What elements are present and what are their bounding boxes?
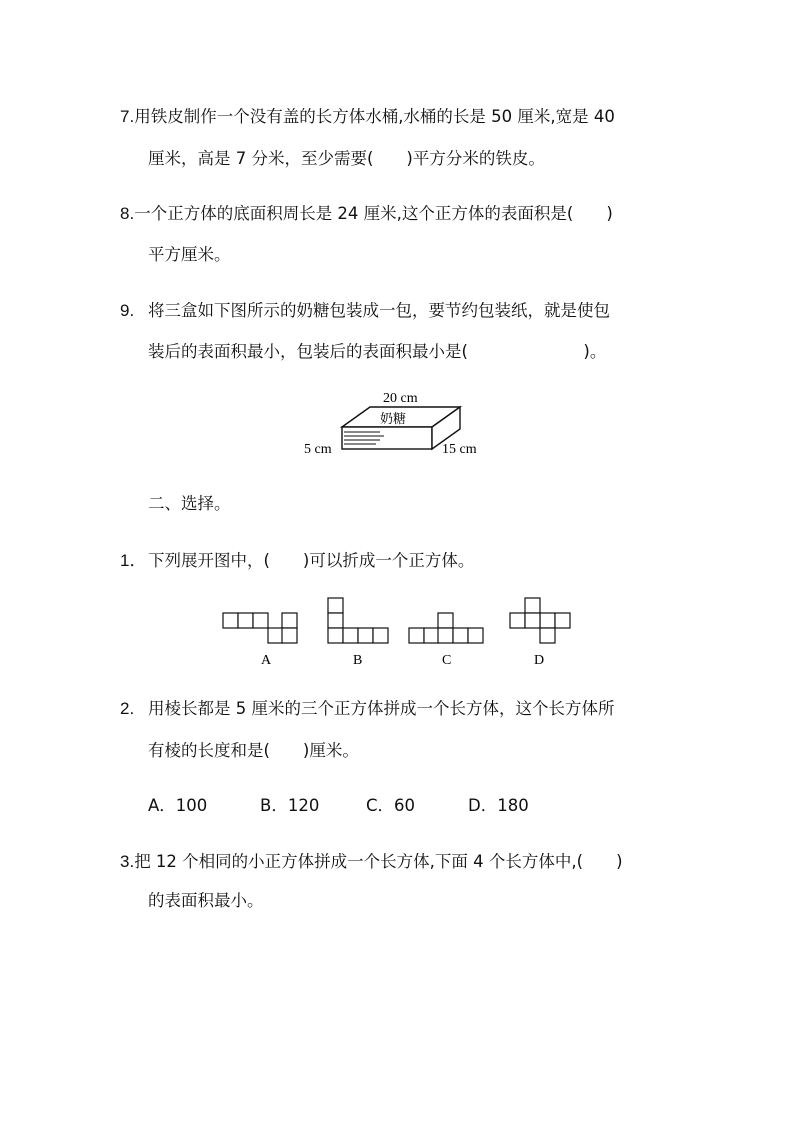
net-label-b: B	[353, 653, 363, 668]
net-label-c: C	[442, 653, 452, 668]
question-text: 下列展开图中，( )可以折成一个正方体。	[148, 551, 475, 570]
box-top-label: 20 cm	[383, 391, 418, 406]
choice-3-line-2: 的表面积最小。	[148, 891, 264, 910]
option-a[interactable]: A．100	[148, 796, 208, 815]
net-label-d: D	[534, 653, 545, 668]
choice-3-line-1	[120, 853, 623, 871]
section-heading: 二、选择。	[148, 494, 231, 513]
question-9-line-2: 装后的表面积最小，包装后的表面积最小是( )。	[148, 342, 607, 361]
question-number: 2.	[120, 699, 135, 718]
choice-1-line-1	[120, 552, 474, 570]
net-a	[223, 613, 297, 643]
net-d	[510, 598, 570, 643]
question-number: 8.	[120, 204, 135, 223]
question-number: 9.	[120, 301, 135, 320]
box-right-label: 15 cm	[442, 442, 477, 457]
option-d[interactable]: D．180	[468, 796, 529, 815]
question-text: 一个正方体的底面积周长是 24 厘米,这个正方体的表面积是( )	[134, 204, 613, 223]
question-8-line-2: 平方厘米。	[148, 245, 231, 264]
choice-2-line-2: 有棱的长度和是( )厘米。	[148, 741, 359, 760]
box-face-label: 奶糖	[380, 412, 407, 427]
net-c	[409, 613, 483, 643]
net-label-a: A	[261, 653, 272, 668]
question-text: 用棱长都是 5 厘米的三个正方体拼成一个长方体，这个长方体所	[148, 699, 615, 718]
choice-2-options	[148, 798, 529, 815]
question-9-line-1	[120, 302, 610, 320]
option-b[interactable]: B．120	[260, 796, 320, 815]
question-number: 3.	[120, 852, 135, 871]
question-7-line-1	[120, 108, 615, 126]
question-number: 1．	[120, 551, 147, 570]
choice-2-line-1	[120, 700, 615, 718]
box-left-label: 5 cm	[304, 442, 332, 457]
question-text: 用铁皮制作一个没有盖的长方体水桶,水桶的长是 50 厘米,宽是 40	[134, 107, 615, 126]
candy-box-figure	[300, 385, 500, 465]
question-text: 将三盒如下图所示的奶糖包装成一包，要节约包装纸，就是使包	[148, 301, 610, 320]
option-c[interactable]: C．60	[366, 796, 416, 815]
question-number: 7.	[120, 107, 135, 126]
cube-nets-figure	[220, 596, 580, 668]
question-7-line-2: 厘米，高是 7 分米，至少需要( )平方分米的铁皮。	[148, 149, 545, 168]
question-text: 把 12 个相同的小正方体拼成一个长方体,下面 4 个长方体中,( )	[134, 852, 623, 871]
question-8-line-1	[120, 205, 613, 223]
net-b	[328, 598, 388, 643]
box-front-face	[342, 427, 432, 449]
